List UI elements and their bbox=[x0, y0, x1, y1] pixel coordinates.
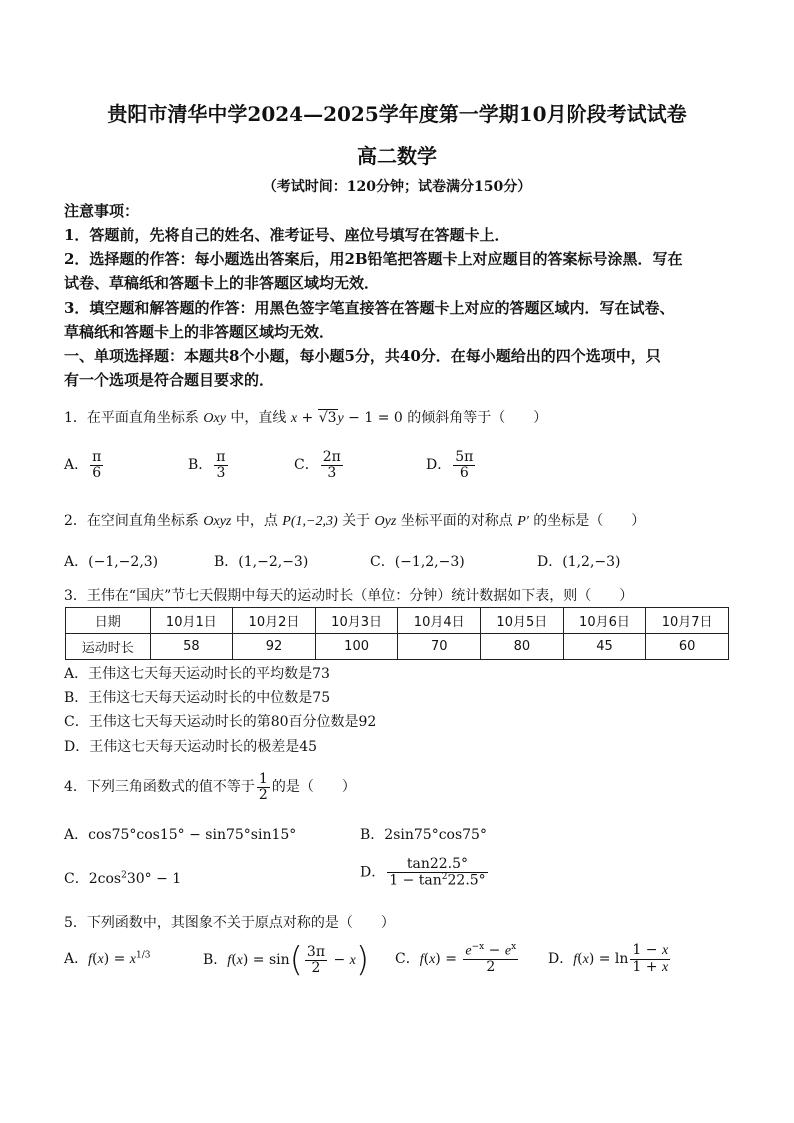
q4-option-b[interactable]: B．2sin75°cos75° bbox=[360, 827, 487, 843]
table-cell: 70 bbox=[398, 634, 481, 660]
table-cell: 60 bbox=[646, 634, 729, 660]
q4-option-a[interactable]: A．cos75°cos15° − sin75°sin15° bbox=[64, 827, 297, 843]
exam-title: 贵阳市清华中学2024—2025学年度第一学期10月阶段考试试卷 bbox=[107, 102, 687, 126]
q3-option-a[interactable]: A．王伟这七天每天运动时长的平均数是73 bbox=[64, 666, 330, 682]
table-cell: 10月5日 bbox=[481, 608, 564, 634]
q5-option-c[interactable]: C．f(x) = $\frac{e^{-x} - e^x}{2}$ bbox=[395, 942, 517, 976]
q5-option-a[interactable]: A．$f(x) = x^{1/3}$ bbox=[64, 950, 151, 967]
question-1-stem: 1．在平面直角坐标系 Oxy 中，直线 x + √3y − 1 = 0 的倾斜角等于（ ） bbox=[64, 410, 548, 426]
note-line-2a: 2．选择题的作答：每小题选出答案后，用2B铅笔把答题卡上对应题目的答案标号涂黑．写在 bbox=[64, 250, 683, 268]
table-cell: 10月1日 bbox=[150, 608, 233, 634]
exam-subject: 高二数学 bbox=[357, 144, 437, 168]
line-equation: x + √3y − 1 = 0 bbox=[290, 410, 403, 426]
table-cell: 10月2日 bbox=[233, 608, 316, 634]
table-cell: 100 bbox=[315, 634, 398, 660]
question-5-stem: 5．下列函数中，其图象不关于原点对称的是（ ） bbox=[64, 915, 395, 931]
table-cell: 10月7日 bbox=[646, 608, 729, 634]
q2-option-d[interactable]: D．(1,2,−3) bbox=[537, 554, 621, 570]
q1-option-d[interactable]: D． $\frac{5\pi}{6}$ bbox=[426, 449, 474, 481]
q2-option-b[interactable]: B．(1,−2,−3) bbox=[214, 554, 309, 570]
question-3-stem: 3．王伟在“国庆”节七天假期中每天的运动时长（单位：分钟）统计数据如下表，则（ ） bbox=[64, 588, 634, 604]
table-cell: 45 bbox=[563, 634, 646, 660]
question-4-stem: 4．下列三角函数式的值不等于 $\frac{1}{2}$ 的是（ ） bbox=[64, 771, 356, 803]
q2-option-c[interactable]: C．(−1,2,−3) bbox=[370, 554, 465, 570]
row-label: 运动时长 bbox=[66, 634, 151, 660]
q5-option-b[interactable]: B．f(x) = sin( $\frac{3\pi}{2}$ − x) bbox=[203, 940, 370, 980]
notes-heading: 注意事项： bbox=[64, 202, 140, 220]
q3-option-b[interactable]: B．王伟这七天每天运动时长的中位数是75 bbox=[64, 690, 331, 706]
exam-info: （考试时间：120分钟；试卷满分150分） bbox=[262, 179, 532, 195]
note-line-1: 1．答题前，先将自己的姓名、准考证号、座位号填写在答题卡上． bbox=[64, 226, 510, 244]
q3-option-d[interactable]: D．王伟这七天每天运动时长的极差是45 bbox=[64, 739, 318, 755]
note-line-3a: 3．填空题和解答题的作答：用黑色签字笔直接答在答题卡上对应的答题区域内．写在试卷、 bbox=[64, 299, 675, 317]
note-line-3b: 草稿纸和答题卡上的非答题区域均无效． bbox=[64, 323, 335, 341]
note-line-2b: 试卷、草稿纸和答题卡上的非答题区域均无效． bbox=[64, 274, 380, 292]
table-cell: 92 bbox=[233, 634, 316, 660]
table-row bbox=[66, 634, 729, 660]
q4-option-d[interactable]: D． $\frac{\tan 22.5^\circ}{1 - \tan^222.5^\circ}$ bbox=[360, 856, 486, 889]
q3-option-c[interactable]: C．王伟这七天每天运动时长的第80百分位数是92 bbox=[64, 714, 377, 730]
section-heading-b: 有一个选项是符合题目要求的． bbox=[64, 371, 275, 389]
q1-option-b[interactable]: B． $\frac{\pi}{3}$ bbox=[188, 449, 226, 481]
q4-option-c[interactable]: C．$2\cos^230^\circ - 1$ bbox=[64, 870, 182, 887]
table-cell: 58 bbox=[150, 634, 233, 660]
row-label: 日期 bbox=[66, 608, 151, 634]
table-cell: 10月4日 bbox=[398, 608, 481, 634]
q1-option-c[interactable]: C． $\frac{2\pi}{3}$ bbox=[294, 449, 341, 481]
exercise-table bbox=[65, 607, 729, 660]
table-cell: 80 bbox=[481, 634, 564, 660]
q2-option-a[interactable]: A．(−1,−2,3) bbox=[64, 554, 159, 570]
table-cell: 10月3日 bbox=[315, 608, 398, 634]
table-row bbox=[66, 608, 729, 634]
q1-option-a[interactable]: A． $\frac{\pi}{6}$ bbox=[64, 449, 102, 481]
section-heading-a: 一、单项选择题：本题共8个小题，每小题5分，共40分．在每小题给出的四个选项中，只 bbox=[64, 347, 661, 365]
table-cell: 10月6日 bbox=[563, 608, 646, 634]
q5-option-d[interactable]: D．f(x) = ln $\frac{1 - x}{1 + x}$ bbox=[548, 942, 669, 975]
question-2-stem: 2．在空间直角坐标系 Oxyz 中，点 P(1,−2,3) 关于 Oyz 坐标平面的对称点 P′ 的坐标是（ ） bbox=[64, 513, 646, 529]
